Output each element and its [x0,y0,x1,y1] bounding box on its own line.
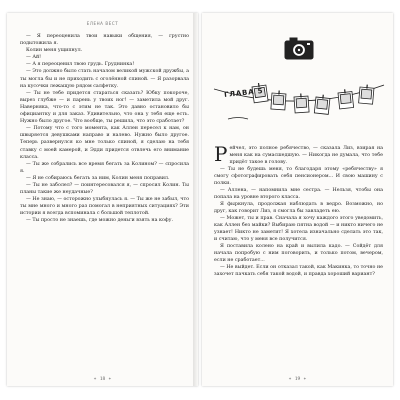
paragraph: — Ай! [26,55,42,61]
paragraph: — Не выйдет. Если он отказал такой, как Макинка, то точно не захочет пачкать себя такой водой, и правда хороший вариант? [214,265,383,277]
paragraph: — Ты не тебе придется стараться сказать? Юбку покороче, вырез глубже — и парень у твоих ног! — заметила мой друг. Наверняка, что-то с этим не так. Это давно остановило бы официантку и для заказ. Удивительно, что она у тебя еще есть. Нужно было другое. Что вообще, ты решила, что это сработает? [20,90,189,125]
hanging-photos [252,82,375,114]
camera-icon [285,38,313,59]
folio-ornament-left: ✦ [93,376,97,381]
chapter-illustration [208,19,388,147]
page-number [7,376,198,381]
page-number [202,376,393,381]
folio-ornament-left: ✦ [288,376,292,381]
underline-scribble [228,118,248,120]
paragraph: Я поставила колено на край и вылила кадо. — Сойдёт для начала попробую с ним поговорить, и только потом, вечером, если не сработает... [214,244,383,263]
chapter-title: ГЛАВА 5 [223,86,264,100]
paragraph: Я фыркнула, продолжая наблюдать в ведро. Возможно, но друг, как говорит Лиз, я смогла бы завладеть ею. [214,202,383,214]
left-page [7,13,198,386]
folio-ornament-right: ✦ [303,376,307,381]
paragraph: — Не знаю, — осторожно улыбнулась я. — Ты же не забыл, что ты мне много и много раз помогал в неприятных ситуациях? Эти истории я всегда вспоминала с большой теплотой. [20,197,189,217]
paragraph: — Ты не заболел? — поинтересовался я, — спросил Колин. Ты планы такие же неудачные? [20,182,189,196]
right-page [202,13,393,386]
opening-paragraph-text: ейчел, это полное ребячество, — сказала Лиз, взирая на меня как на сумасшедшую. — Никогда не думала, что тебе придёт такое в голову. [229,146,383,165]
page-number-value: 19 [294,376,301,381]
folio-ornament-right: ✦ [108,376,112,381]
running-head: ЕЛЕНА ВЕСТ [86,21,119,26]
left-page-text [20,33,189,225]
opening-paragraph [214,142,383,166]
paragraph: — Может, ты и прав. Сначала я хочу каждого этого уведомить, как Аллен без майки? Выбираю пятна водой — и никто ничего не узнает! Никто не заметит! Я хотела изначально сделать это так, и считаю, что у меня все получится. [214,216,383,242]
paragraph: — Ты просто не знаешь, где можно деньги взять на кофу. [26,218,173,224]
paragraph: — Я не собираюсь бегать за ним, Колин меня поправил. [26,175,170,181]
paragraph: — Я переоценила твои навыки общения, — грустно подытожила я. [20,34,189,47]
page-number-value: 18 [99,376,106,381]
right-page-text [214,142,383,278]
paragraph: — Ты же собрались все время бегать за Колином? — спросила я. [20,161,189,174]
drop-cap: Р [214,142,228,166]
paragraph: Колин меня ущипнул. [26,48,83,54]
paragraph: — Это должно было стать началом великой мужской дружбы, а ты могла бы и не приходить с оголённой спиной. — Я разорвала на кусочки лежащую рядом салфетку. [20,69,189,89]
paragraph: — Ты не будешь меня, то благодаря этому «ребячеству» я смогу сфотографировать себя пенсионером... И свою машину с полки. [214,167,383,186]
paragraph: — А я переоценил твою грудь. Груднинка! [26,62,135,68]
paragraph: — Потому что с того момента, как Аллен пересел к нам, он швыряется девушками направо и налево. Нужно было другое. Теперь развернулся ко мне только спиной, я сделаю на тебя ставку с моей камерой, и Эдди придется отвлечь его внимание класса. [20,126,189,160]
paragraph: — Аллена, — напомнила мне сестра. — Нельзя, чтобы она попала на уровне второго класса. [214,188,383,200]
